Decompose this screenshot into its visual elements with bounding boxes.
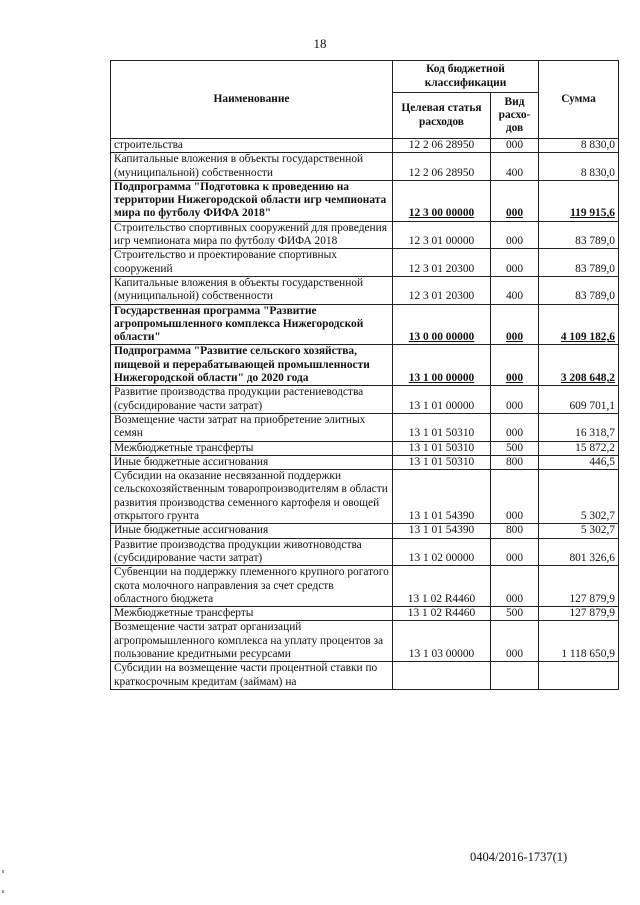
row-name: Строительство спортивных сооружений для проведения игр чемпионата мира по футболу ФИФА 2018: [111, 221, 393, 249]
row-type: 000: [491, 470, 539, 524]
row-sum: 83 789,0: [539, 249, 619, 277]
row-sum: 446,5: [539, 455, 619, 469]
table-row: [111, 524, 619, 538]
row-code: 13 1 01 54390: [393, 470, 491, 524]
row-type: 000: [491, 345, 539, 386]
row-code: 12 3 01 00000: [393, 221, 491, 249]
table-row: [111, 607, 619, 621]
header-target-article: Целевая статья расходов: [393, 93, 491, 139]
row-name: Субсидии на возмещение части процентной ставки по краткосрочным кредитам (займам) на: [111, 662, 393, 690]
budget-table: [110, 60, 619, 690]
row-sum: [539, 662, 619, 690]
row-type: 000: [491, 304, 539, 345]
row-name: Иные бюджетные ассигнования: [111, 455, 393, 469]
row-type: 500: [491, 441, 539, 455]
row-sum: 119 915,6: [539, 180, 619, 221]
row-name: Межбюджетные трансферты: [111, 607, 393, 621]
row-name: Строительство и проектирование спортивных сооружений: [111, 249, 393, 277]
row-sum: 801 326,6: [539, 538, 619, 566]
row-type: 400: [491, 153, 539, 181]
row-name: Капитальные вложения в объекты государственной (муниципальной) собственности: [111, 153, 393, 181]
table-row: [111, 304, 619, 345]
table-row: [111, 249, 619, 277]
row-name: Возмещение части затрат организаций агропромышленного комплекса на уплату процентов за пользование кредитными ресурсами: [111, 621, 393, 662]
row-type: 800: [491, 524, 539, 538]
table-row: [111, 455, 619, 469]
row-name: Капитальные вложения в объекты государственной (муниципальной) собственности: [111, 276, 393, 304]
row-type: 000: [491, 413, 539, 441]
margin-mark: [2, 870, 4, 873]
document-code: 0404/2016-1737(1): [470, 850, 568, 864]
table-row: [111, 441, 619, 455]
row-code: 13 1 01 50310: [393, 455, 491, 469]
row-sum: 16 318,7: [539, 413, 619, 441]
row-type: 500: [491, 607, 539, 621]
row-sum: 127 879,9: [539, 566, 619, 607]
row-code: [393, 662, 491, 690]
row-type: 400: [491, 276, 539, 304]
row-code: 13 1 02 00000: [393, 538, 491, 566]
row-name: Иные бюджетные ассигнования: [111, 524, 393, 538]
table-row: [111, 662, 619, 690]
row-code: 13 1 02 R4460: [393, 607, 491, 621]
row-sum: 3 208 648,2: [539, 345, 619, 386]
table-row: [111, 153, 619, 181]
row-type: 800: [491, 455, 539, 469]
row-type: 000: [491, 180, 539, 221]
row-name: строительства: [111, 139, 393, 153]
table-row: [111, 345, 619, 386]
row-code: 13 0 00 00000: [393, 304, 491, 345]
margin-mark: [2, 890, 4, 893]
table-row: [111, 621, 619, 662]
header-name: Наименование: [111, 61, 393, 139]
table-row: [111, 470, 619, 524]
row-sum: 83 789,0: [539, 276, 619, 304]
table-row: [111, 276, 619, 304]
row-name: Подпрограмма "Развитие сельского хозяйства, пищевой и перерабатывающей промышленности Нижегородской области" до 2020 года: [111, 345, 393, 386]
row-sum: 5 302,7: [539, 524, 619, 538]
row-name: Подпрограмма "Подготовка к проведению на территории Нижегородской области игр чемпионата мира по футболу ФИФА 2018": [111, 180, 393, 221]
row-type: 000: [491, 538, 539, 566]
row-sum: 1 118 650,9: [539, 621, 619, 662]
table-row: [111, 180, 619, 221]
table-row: [111, 386, 619, 414]
row-name: Развитие производства продукции животноводства (субсидирование части затрат): [111, 538, 393, 566]
table-row: [111, 139, 619, 153]
header-expense-type: Вид расхо-дов: [491, 93, 539, 139]
row-sum: 127 879,9: [539, 607, 619, 621]
row-code: 12 2 06 28950: [393, 153, 491, 181]
row-type: [491, 662, 539, 690]
header-code-group: Код бюджетной классификации: [393, 61, 539, 93]
table-row: [111, 566, 619, 607]
row-code: 13 1 01 50310: [393, 413, 491, 441]
row-sum: 83 789,0: [539, 221, 619, 249]
row-code: 12 3 01 20300: [393, 276, 491, 304]
row-sum: 5 302,7: [539, 470, 619, 524]
row-type: 000: [491, 221, 539, 249]
table-body: [111, 139, 619, 690]
row-code: 13 1 02 R4460: [393, 566, 491, 607]
row-type: 000: [491, 621, 539, 662]
row-name: Возмещение части затрат на приобретение элитных семян: [111, 413, 393, 441]
row-code: 13 1 01 50310: [393, 441, 491, 455]
row-name: Субсидии на оказание несвязанной поддержки сельскохозяйственным товаропроизводителям в области развития производства семенного картофеля и овощей открытого грунта: [111, 470, 393, 524]
row-type: 000: [491, 386, 539, 414]
row-code: 13 1 00 00000: [393, 345, 491, 386]
table-row: [111, 221, 619, 249]
row-code: 13 1 01 54390: [393, 524, 491, 538]
row-sum: 4 109 182,6: [539, 304, 619, 345]
table-row: [111, 538, 619, 566]
row-code: 13 1 01 00000: [393, 386, 491, 414]
row-type: 000: [491, 139, 539, 153]
table-row: [111, 413, 619, 441]
header-sum: Сумма: [539, 61, 619, 139]
row-code: 12 3 00 00000: [393, 180, 491, 221]
row-name: Развитие производства продукции растениеводства (субсидирование части затрат): [111, 386, 393, 414]
row-type: 000: [491, 249, 539, 277]
row-sum: 8 830,0: [539, 139, 619, 153]
row-code: 12 2 06 28950: [393, 139, 491, 153]
row-name: Государственная программа "Развитие агропромышленного комплекса Нижегородской области": [111, 304, 393, 345]
row-type: 000: [491, 566, 539, 607]
row-name: Межбюджетные трансферты: [111, 441, 393, 455]
page-number: 18: [313, 36, 327, 51]
row-code: 13 1 03 00000: [393, 621, 491, 662]
row-sum: 8 830,0: [539, 153, 619, 181]
row-sum: 15 872,2: [539, 441, 619, 455]
row-name: Субвенции на поддержку племенного крупного рогатого скота молочного направления за счет средств областного бюджета: [111, 566, 393, 607]
row-code: 12 3 01 20300: [393, 249, 491, 277]
row-sum: 609 701,1: [539, 386, 619, 414]
